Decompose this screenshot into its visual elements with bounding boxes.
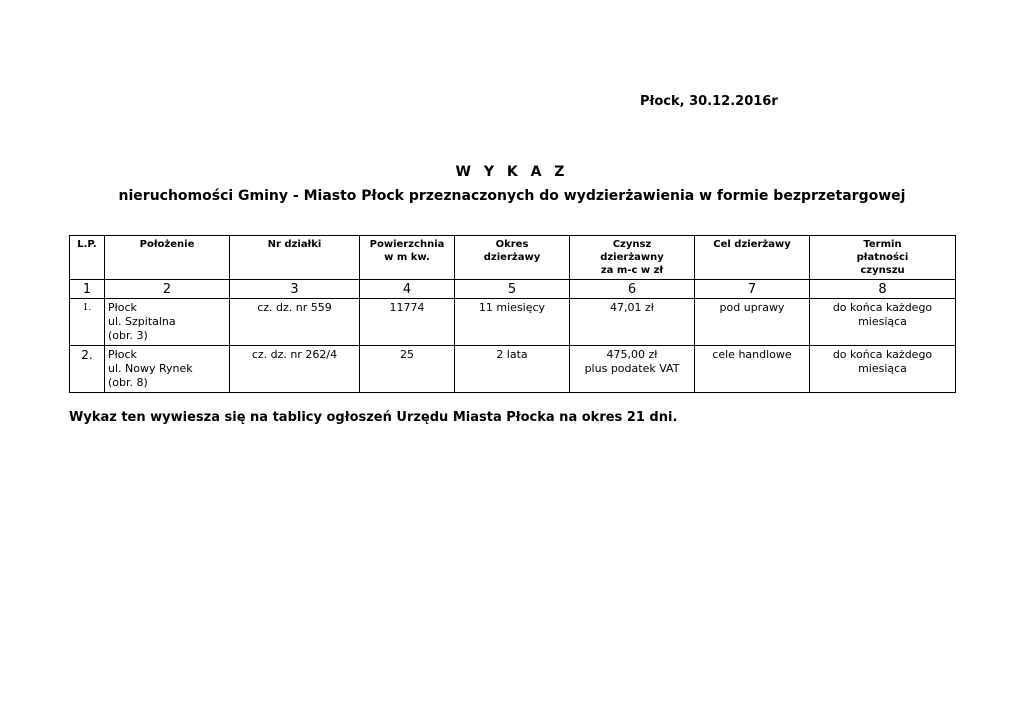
column-number: 7 (695, 280, 810, 299)
cell-lp: 2. (70, 346, 105, 393)
table-row (70, 346, 956, 393)
cell-rent (570, 299, 695, 346)
table-header-row (70, 236, 956, 280)
column-number: 1 (70, 280, 105, 299)
col-header-rent (570, 236, 695, 280)
col-header-location (105, 236, 230, 280)
column-number: 2 (105, 280, 230, 299)
cell-period: 2 lata (455, 346, 570, 393)
rent-tax-note: plus podatek VAT (584, 362, 680, 375)
location-street: ul. Nowy Rynek (108, 362, 193, 375)
payment-line: do końca każdego (832, 301, 933, 314)
column-number: 3 (230, 280, 360, 299)
table-row (70, 299, 956, 346)
cell-lp: 1. (70, 299, 105, 346)
document-subtitle: nieruchomości Gminy - Miasto Płock przeznaczonych do wydzierżawienia w formie bezprzetargowej (118, 188, 906, 204)
location-district: (obr. 8) (108, 376, 148, 389)
cell-payment (810, 346, 956, 393)
col-header-line: Okres (495, 239, 529, 250)
posting-note: Wykaz ten wywiesza się na tablicy ogłoszeń Urzędu Miasta Płocka na okres 21 dni. (69, 410, 678, 425)
location-city: Płock (108, 301, 137, 314)
location-city: Płock (108, 348, 137, 361)
location-street: ul. Szpitalna (108, 315, 176, 328)
col-header-line: za m-c w zł (600, 265, 664, 276)
column-number-row (70, 280, 956, 299)
col-header-payment (810, 236, 956, 280)
col-header-parcel (230, 236, 360, 280)
col-header-line: Nr działki (267, 239, 322, 250)
col-header-line: Termin (863, 239, 902, 250)
cell-payment (810, 299, 956, 346)
cell-location (105, 346, 230, 393)
document-date: Płock, 30.12.2016r (640, 94, 778, 109)
cell-period: 11 miesięcy (455, 299, 570, 346)
document-title: W Y K A Z (455, 164, 569, 180)
cell-parcel: cz. dz. nr 262/4 (230, 346, 360, 393)
col-header-line: płatności (856, 252, 909, 263)
cell-purpose: pod uprawy (695, 299, 810, 346)
rent-amount: 475,00 zł (606, 348, 658, 361)
column-number: 6 (570, 280, 695, 299)
column-number: 5 (455, 280, 570, 299)
rent-amount: 47,01 zł (610, 301, 654, 314)
cell-parcel: cz. dz. nr 559 (230, 299, 360, 346)
lease-table (69, 235, 956, 393)
col-header-line: Powierzchnia (369, 239, 445, 250)
location-district: (obr. 3) (108, 329, 148, 342)
col-header-line: Położenie (139, 239, 195, 250)
col-header-area (360, 236, 455, 280)
cell-purpose: cele handlowe (695, 346, 810, 393)
payment-line: miesiąca (858, 315, 907, 328)
payment-line: do końca każdego (832, 348, 933, 361)
col-header-period (455, 236, 570, 280)
col-header-line: czynszu (860, 265, 905, 276)
col-header-lp (70, 236, 105, 280)
col-header-line: Czynsz (612, 239, 652, 250)
column-number: 4 (360, 280, 455, 299)
payment-line: miesiąca (858, 362, 907, 375)
col-header-line: w m kw. (384, 252, 430, 263)
column-number: 8 (810, 280, 956, 299)
cell-rent (570, 346, 695, 393)
cell-area: 11774 (360, 299, 455, 346)
col-header-line: Cel dzierżawy (713, 239, 791, 250)
col-header-line: dzierżawy (483, 252, 541, 263)
col-header-line: dzierżawny (600, 252, 664, 263)
cell-area: 25 (360, 346, 455, 393)
col-header-line: L.P. (77, 239, 97, 250)
col-header-purpose (695, 236, 810, 280)
cell-location (105, 299, 230, 346)
